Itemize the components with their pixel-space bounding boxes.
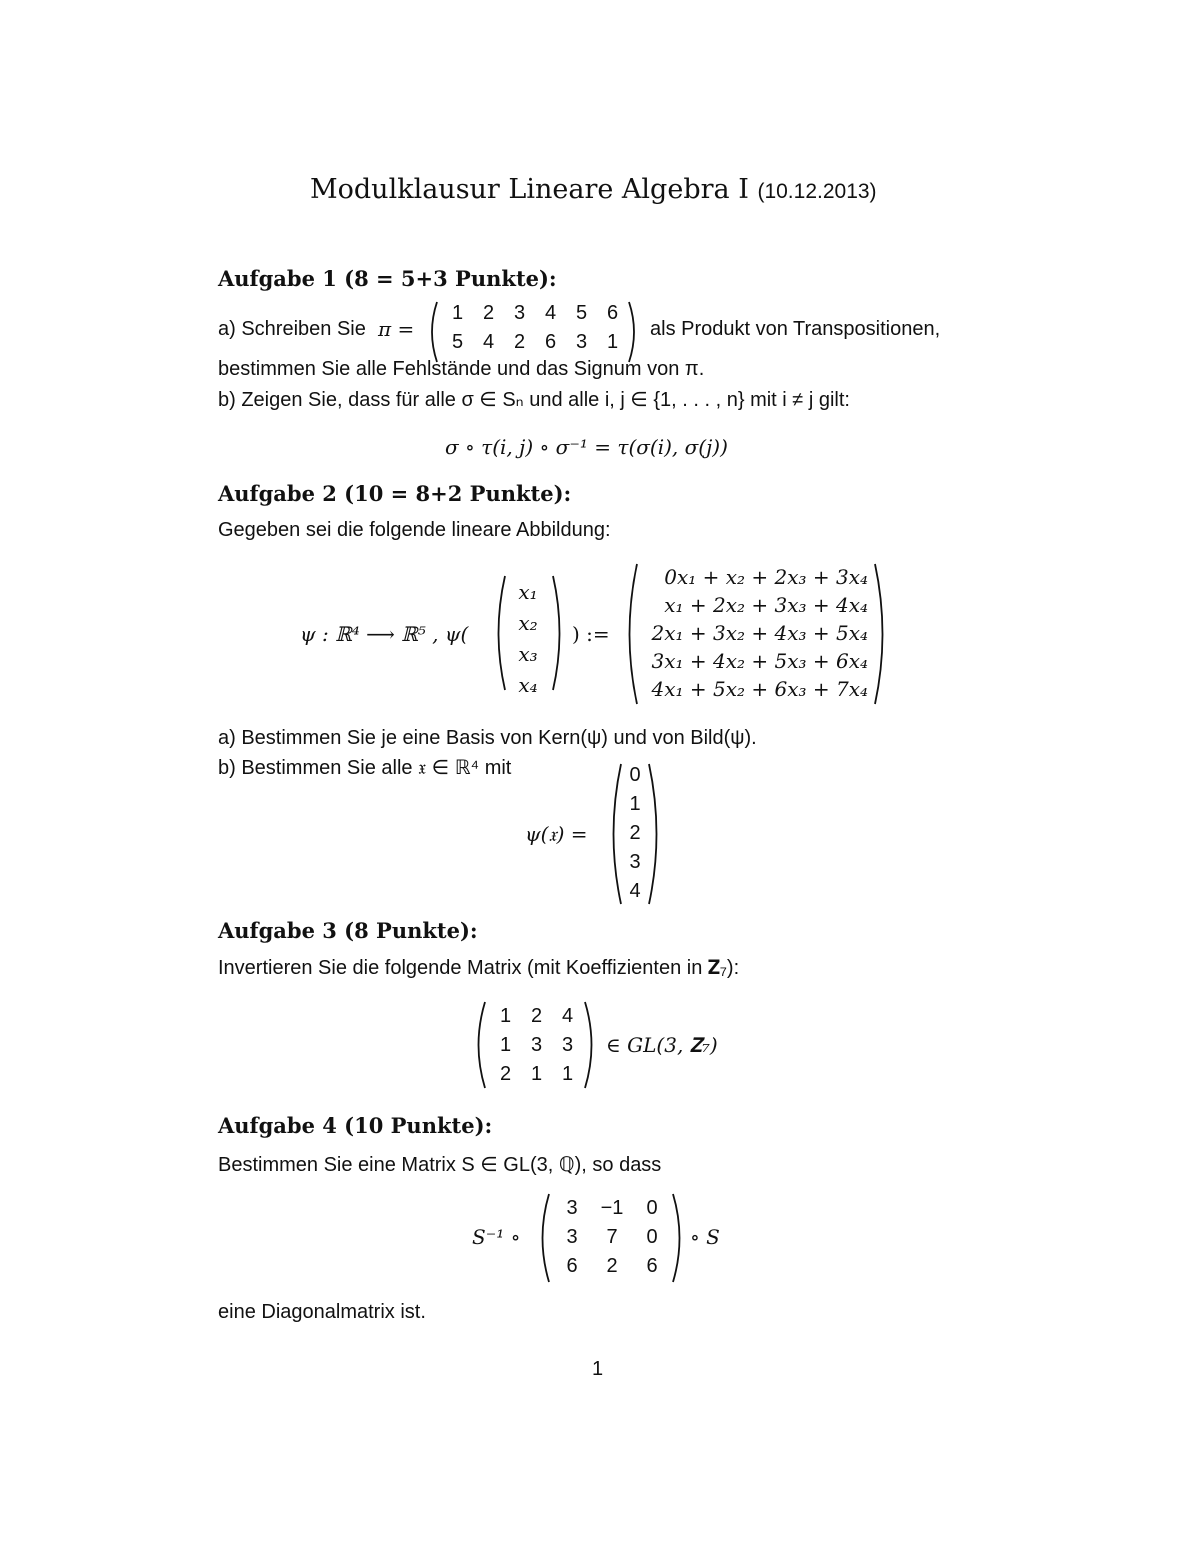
aufgabe1-formula: σ ∘ τ(i, j) ∘ σ⁻¹ = τ(σ(i), σ(j)) <box>445 435 728 459</box>
image-row: 4x₁ + 5x₂ + 6x₃ + 7x₄ <box>651 677 868 701</box>
image-row: x₁ + 2x₂ + 3x₃ + 4x₄ <box>664 593 868 617</box>
perm-left-paren <box>424 300 440 364</box>
z7-matrix <box>490 1005 583 1086</box>
matrix-cell: 2 <box>482 302 495 324</box>
matrix-cell: 2 <box>530 1005 543 1027</box>
image-row: 0x₁ + x₂ + 2x₃ + 3x₄ <box>664 565 868 589</box>
matrix-cell: 2 <box>499 1063 512 1085</box>
aufgabe2-b-line: b) Bestimmen Sie alle 𝔵 ∈ ℝ⁴ mit <box>218 757 512 779</box>
matrix-cell: 6 <box>606 302 619 324</box>
pi-symbol: π = <box>378 317 415 341</box>
aufgabe1-a-line2: bestimmen Sie alle Fehlstände und das Signum von π. <box>218 358 705 380</box>
permutation-matrix <box>442 302 628 354</box>
m3-left-paren <box>470 1000 488 1090</box>
matrix-cell: 1 <box>561 1063 574 1085</box>
perm-right-paren <box>626 300 642 364</box>
vector-entry: 0 <box>629 764 641 786</box>
vector-entry: x₁ <box>518 580 538 604</box>
gl-z7-membership: ∈ GL(3, 𝐙₇) <box>606 1033 718 1057</box>
aufgabe4-heading: Aufgabe 4 (10 Punkte): <box>218 1113 493 1138</box>
matrix-cell: 3 <box>513 302 526 324</box>
matrix-cell: 5 <box>575 302 588 324</box>
aufgabe2-heading: Aufgabe 2 (10 = 8+2 Punkte): <box>218 481 572 506</box>
matrix-cell: 2 <box>606 1255 618 1277</box>
image-right-paren <box>872 562 892 706</box>
image-row: 2x₁ + 3x₂ + 4x₃ + 5x₄ <box>651 621 868 645</box>
image-row: 3x₁ + 4x₂ + 5x₃ + 6x₄ <box>651 649 868 673</box>
matrix-cell: 6 <box>646 1255 658 1277</box>
matrix-cell: 3 <box>561 1034 574 1056</box>
vector-entry: 3 <box>629 851 641 873</box>
aufgabe1-b-line: b) Zeigen Sie, dass für alle σ ∈ Sₙ und alle i, j ∈ {1, . . . , n} mit i ≠ j gilt: <box>218 389 850 411</box>
image-vector <box>642 565 868 701</box>
aufgabe4-outro: eine Diagonalmatrix ist. <box>218 1301 426 1323</box>
aufgabe2-intro: Gegeben sei die folgende lineare Abbildung: <box>218 519 611 541</box>
diag-matrix <box>552 1197 672 1278</box>
matrix-cell: 6 <box>566 1255 578 1277</box>
x-vector <box>510 580 546 697</box>
matrix-cell: −1 <box>600 1197 624 1219</box>
aufgabe1-heading: Aufgabe 1 (8 = 5+3 Punkte): <box>218 266 557 291</box>
exam-title <box>310 174 877 205</box>
vector-entry: 1 <box>629 793 641 815</box>
m3-right-paren <box>582 1000 600 1090</box>
matrix-cell: 1 <box>451 302 464 324</box>
vector-entry: x₂ <box>518 611 538 635</box>
vector-left-paren <box>490 574 508 692</box>
vector-entry: x₄ <box>518 673 538 697</box>
vector-entry: 2 <box>629 822 641 844</box>
matrix-cell: 3 <box>566 1226 578 1248</box>
matrix-cell: 4 <box>482 331 495 353</box>
matrix-cell: 1 <box>606 331 619 353</box>
matrix-cell: 3 <box>575 331 588 353</box>
matrix-cell: 3 <box>566 1197 578 1219</box>
aufgabe3-heading: Aufgabe 3 (8 Punkte): <box>218 918 478 943</box>
matrix-cell: 2 <box>513 331 526 353</box>
s-suffix: ∘ S <box>690 1225 720 1249</box>
aufgabe4-intro: Bestimmen Sie eine Matrix S ∈ GL(3, ℚ), so dass <box>218 1154 662 1176</box>
matrix-cell: 0 <box>646 1197 658 1219</box>
matrix-cell: 3 <box>530 1034 543 1056</box>
map-definition: ψ : ℝ⁴ ⟶ ℝ⁵ , ψ( <box>300 622 469 646</box>
b-vector-right-paren <box>646 762 666 906</box>
matrix-cell: 1 <box>530 1063 543 1085</box>
title-main: Modulklausur Lineare Algebra I <box>310 174 749 205</box>
vector-entry: 4 <box>629 880 641 902</box>
aufgabe3-intro: Invertieren Sie die folgende Matrix (mit Koeffizienten in 𝐙₇): <box>218 957 740 979</box>
m4-right-paren <box>670 1192 688 1284</box>
s-inverse: S⁻¹ ∘ <box>472 1225 521 1249</box>
map-assign: ) := <box>572 622 610 646</box>
vector-entry: x₃ <box>518 642 538 666</box>
vector-right-paren <box>550 574 568 692</box>
b-vector-left-paren <box>604 762 624 906</box>
matrix-cell: 4 <box>544 302 557 324</box>
m4-left-paren <box>534 1192 552 1284</box>
page-number: 1 <box>592 1358 604 1380</box>
matrix-cell: 1 <box>499 1034 512 1056</box>
matrix-cell: 6 <box>544 331 557 353</box>
title-date: (10.12.2013) <box>757 180 877 203</box>
target-vector <box>622 764 648 903</box>
matrix-cell: 1 <box>499 1005 512 1027</box>
aufgabe1-a-suffix: als Produkt von Transpositionen, <box>650 318 941 340</box>
psi-x-formula: ψ(𝔵) = <box>525 822 588 846</box>
matrix-cell: 0 <box>646 1226 658 1248</box>
matrix-cell: 5 <box>451 331 464 353</box>
aufgabe1-a-prefix: a) Schreiben Sie <box>218 318 366 340</box>
aufgabe2-a-line: a) Bestimmen Sie je eine Basis von Kern(ψ) und von Bild(ψ). <box>218 727 757 749</box>
matrix-cell: 4 <box>561 1005 574 1027</box>
image-left-paren <box>620 562 640 706</box>
matrix-cell: 7 <box>606 1226 618 1248</box>
